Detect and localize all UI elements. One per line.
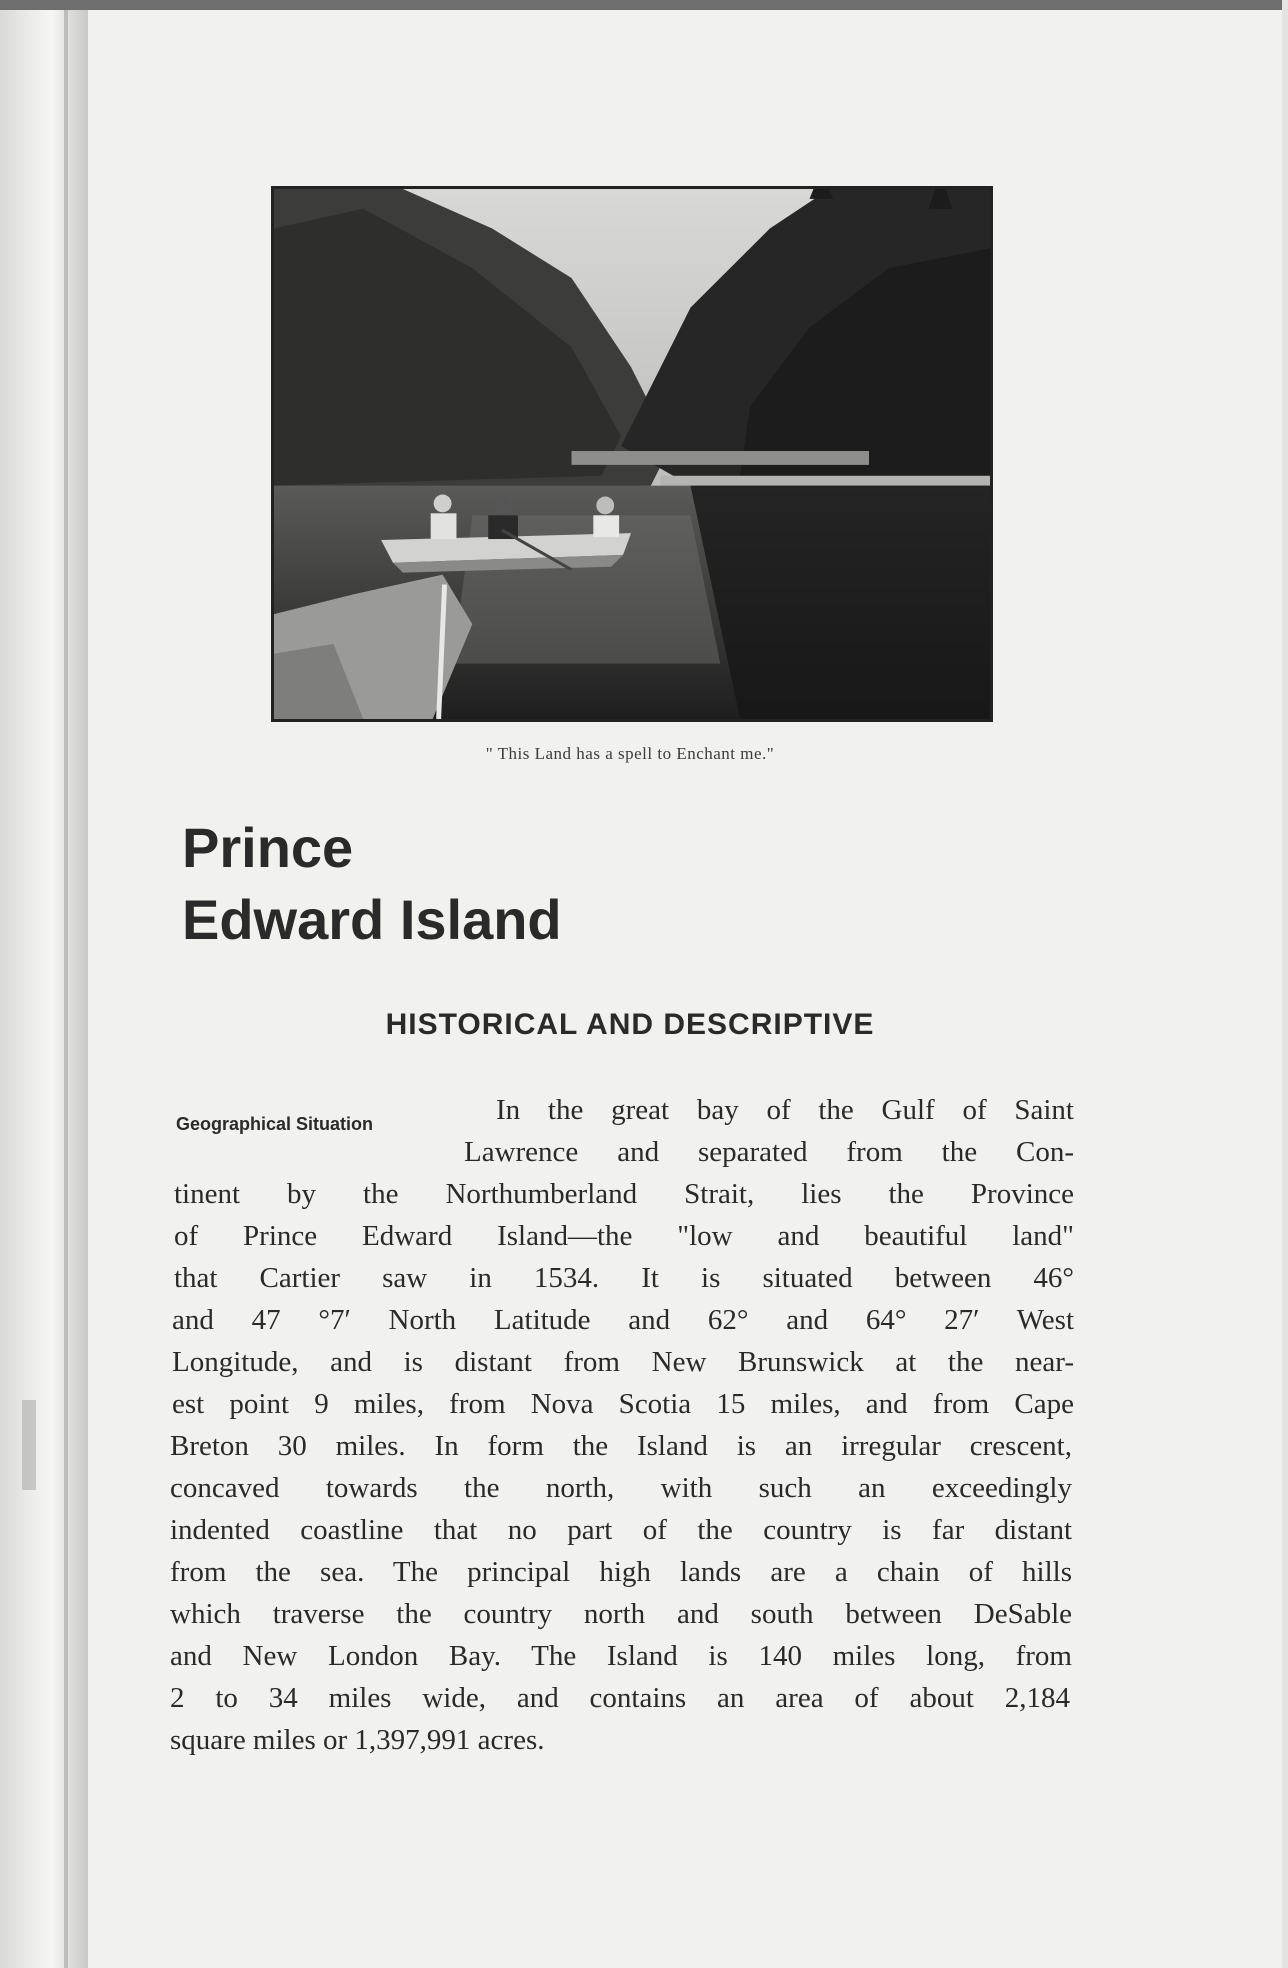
paragraph-line: of Prince Edward Island—the "low and beautiful land" bbox=[174, 1220, 1074, 1252]
book-binding bbox=[0, 10, 88, 1968]
paragraph-line: Longitude, and is distant from New Brunswick at the near- bbox=[172, 1346, 1074, 1378]
paragraph-line: that Cartier saw in 1534. It is situated between 46° bbox=[174, 1262, 1074, 1294]
section-subtitle: HISTORICAL AND DESCRIPTIVE bbox=[385, 1008, 875, 1041]
page-top-edge bbox=[0, 0, 1288, 10]
paragraph-line: tinent by the Northumberland Strait, lies the Province bbox=[174, 1178, 1074, 1210]
paragraph-line: concaved towards the north, with such an exceedingly bbox=[170, 1472, 1072, 1504]
paragraph-line-last: square miles or 1,397,991 acres. bbox=[170, 1724, 545, 1756]
paragraph-line: est point 9 miles, from Nova Scotia 15 miles, and from Cape bbox=[172, 1388, 1074, 1420]
paragraph-line: Breton 30 miles. In form the Island is an irregular crescent, bbox=[170, 1430, 1072, 1462]
binding-stain bbox=[22, 1400, 36, 1490]
title-line-1: Prince bbox=[182, 816, 354, 879]
page-right-edge bbox=[1282, 0, 1288, 1968]
photo-caption: " This Land has a spell to Enchant me." bbox=[485, 744, 775, 763]
paragraph-line: indented coastline that no part of the country is far distant bbox=[170, 1514, 1072, 1546]
paragraph-line: and New London Bay. The Island is 140 miles long, from bbox=[170, 1640, 1072, 1672]
marginal-heading: Geographical Situation bbox=[176, 1114, 374, 1134]
paragraph-line: from the sea. The principal high lands are a chain of hills bbox=[170, 1556, 1072, 1588]
paragraph-line: which traverse the country north and south between DeSable bbox=[170, 1598, 1072, 1630]
title-line-2: Edward Island bbox=[182, 888, 562, 951]
page-title bbox=[182, 812, 882, 956]
paragraph-line: and 47 °7′ North Latitude and 62° and 64° 27′ West bbox=[172, 1304, 1074, 1336]
paragraph-line: Lawrence and separated from the Con- bbox=[464, 1136, 1074, 1168]
river-photograph bbox=[271, 186, 993, 722]
binding-crease bbox=[64, 10, 68, 1968]
rowboat-scene-image bbox=[274, 189, 990, 719]
paragraph-line: In the great bay of the Gulf of Saint bbox=[496, 1094, 1074, 1126]
paragraph-line: 2 to 34 miles wide, and contains an area of about 2,184 bbox=[170, 1682, 1070, 1714]
